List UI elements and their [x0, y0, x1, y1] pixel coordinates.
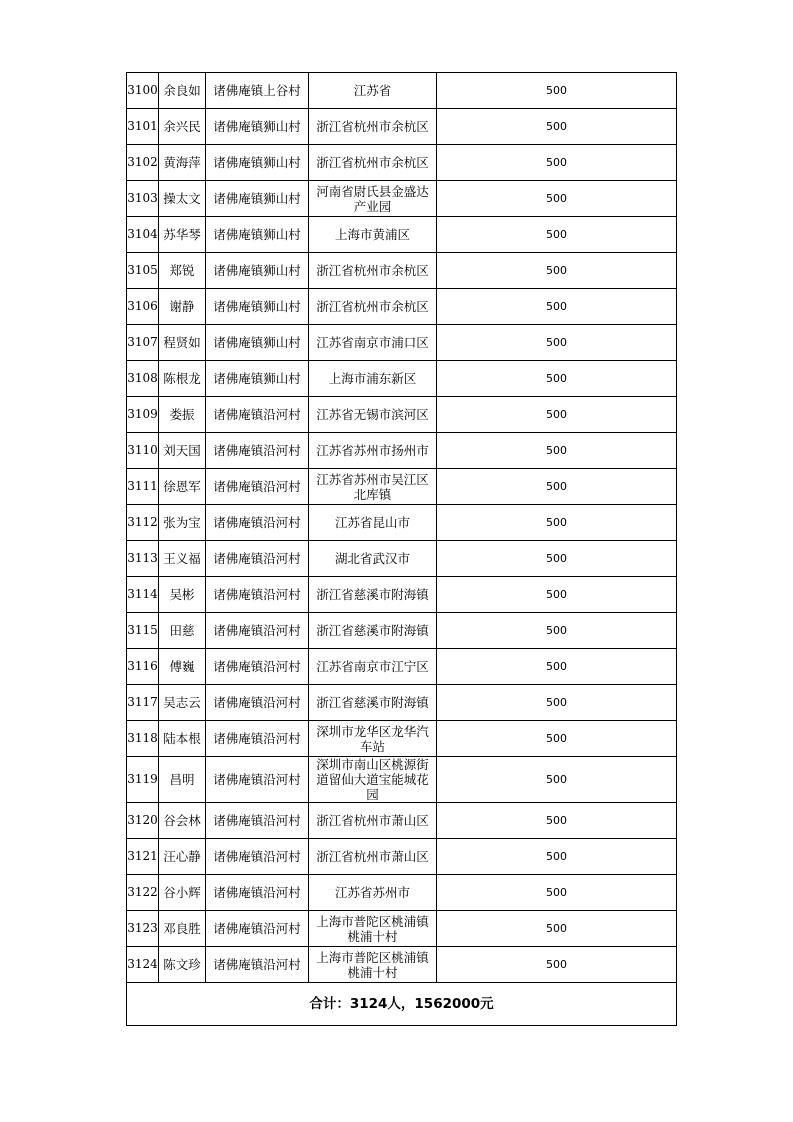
subsidy-amount: 500: [437, 577, 677, 613]
table-row: [127, 613, 677, 649]
person-name: 余兴民: [159, 109, 206, 145]
subsidy-amount: 500: [437, 469, 677, 505]
work-address: 浙江省杭州市萧山区: [309, 803, 437, 839]
work-address: 浙江省杭州市萧山区: [309, 839, 437, 875]
subsidy-amount: 500: [437, 109, 677, 145]
table-row: [127, 73, 677, 109]
village-name: 诸佛庵镇狮山村: [206, 325, 309, 361]
person-name: 傅巍: [159, 649, 206, 685]
village-name: 诸佛庵镇狮山村: [206, 217, 309, 253]
subsidy-table: [126, 72, 677, 1026]
village-name: 诸佛庵镇沿河村: [206, 757, 309, 803]
row-number: 3120: [127, 803, 159, 839]
table-row: [127, 875, 677, 911]
work-address: 江苏省昆山市: [309, 505, 437, 541]
row-number: 3102: [127, 145, 159, 181]
table-row: [127, 397, 677, 433]
person-name: 汪心静: [159, 839, 206, 875]
person-name: 张为宝: [159, 505, 206, 541]
village-name: 诸佛庵镇上谷村: [206, 73, 309, 109]
subsidy-amount: 500: [437, 433, 677, 469]
table-row: [127, 433, 677, 469]
village-name: 诸佛庵镇沿河村: [206, 649, 309, 685]
person-name: 谷会林: [159, 803, 206, 839]
person-name: 操太文: [159, 181, 206, 217]
row-number: 3100: [127, 73, 159, 109]
row-number: 3110: [127, 433, 159, 469]
table-row: [127, 217, 677, 253]
row-number: 3101: [127, 109, 159, 145]
village-name: 诸佛庵镇沿河村: [206, 433, 309, 469]
subsidy-amount: 500: [437, 397, 677, 433]
table-row: [127, 253, 677, 289]
village-name: 诸佛庵镇沿河村: [206, 469, 309, 505]
row-number: 3107: [127, 325, 159, 361]
row-number: 3116: [127, 649, 159, 685]
subsidy-amount: 500: [437, 649, 677, 685]
table-row: [127, 541, 677, 577]
work-address: 上海市普陀区桃浦镇桃浦十村: [309, 947, 437, 983]
row-number: 3124: [127, 947, 159, 983]
work-address: 江苏省苏州市: [309, 875, 437, 911]
work-address: 上海市黄浦区: [309, 217, 437, 253]
person-name: 娄振: [159, 397, 206, 433]
row-number: 3122: [127, 875, 159, 911]
table-row: [127, 685, 677, 721]
row-number: 3118: [127, 721, 159, 757]
subsidy-amount: 500: [437, 541, 677, 577]
person-name: 昌明: [159, 757, 206, 803]
row-number: 3112: [127, 505, 159, 541]
row-number: 3104: [127, 217, 159, 253]
row-number: 3123: [127, 911, 159, 947]
village-name: 诸佛庵镇狮山村: [206, 145, 309, 181]
work-address: 江苏省苏州市扬州市: [309, 433, 437, 469]
person-name: 谷小辉: [159, 875, 206, 911]
row-number: 3109: [127, 397, 159, 433]
person-name: 刘天国: [159, 433, 206, 469]
village-name: 诸佛庵镇沿河村: [206, 911, 309, 947]
row-number: 3115: [127, 613, 159, 649]
table-body: [127, 73, 677, 983]
village-name: 诸佛庵镇沿河村: [206, 875, 309, 911]
work-address: 浙江省慈溪市附海镇: [309, 577, 437, 613]
work-address: 江苏省南京市江宁区: [309, 649, 437, 685]
work-address: 浙江省杭州市余杭区: [309, 109, 437, 145]
work-address: 江苏省南京市浦口区: [309, 325, 437, 361]
village-name: 诸佛庵镇狮山村: [206, 361, 309, 397]
table-row: [127, 469, 677, 505]
subsidy-amount: 500: [437, 911, 677, 947]
table-row: [127, 325, 677, 361]
village-name: 诸佛庵镇狮山村: [206, 253, 309, 289]
village-name: 诸佛庵镇狮山村: [206, 109, 309, 145]
subsidy-amount: 500: [437, 325, 677, 361]
row-number: 3113: [127, 541, 159, 577]
subsidy-amount: 500: [437, 947, 677, 983]
work-address: 浙江省慈溪市附海镇: [309, 685, 437, 721]
village-name: 诸佛庵镇沿河村: [206, 577, 309, 613]
table-row: [127, 181, 677, 217]
row-number: 3103: [127, 181, 159, 217]
person-name: 田慈: [159, 613, 206, 649]
person-name: 余良如: [159, 73, 206, 109]
subsidy-amount: 500: [437, 839, 677, 875]
work-address: 江苏省: [309, 73, 437, 109]
subsidy-amount: 500: [437, 217, 677, 253]
person-name: 邓良胜: [159, 911, 206, 947]
table-row: [127, 577, 677, 613]
row-number: 3121: [127, 839, 159, 875]
subsidy-amount: 500: [437, 361, 677, 397]
table-row: [127, 109, 677, 145]
row-number: 3106: [127, 289, 159, 325]
person-name: 程贤如: [159, 325, 206, 361]
table-row: [127, 505, 677, 541]
person-name: 陆本根: [159, 721, 206, 757]
table-row: [127, 361, 677, 397]
row-number: 3111: [127, 469, 159, 505]
village-name: 诸佛庵镇沿河村: [206, 685, 309, 721]
person-name: 谢静: [159, 289, 206, 325]
work-address: 浙江省杭州市余杭区: [309, 289, 437, 325]
row-number: 3117: [127, 685, 159, 721]
table-row: [127, 839, 677, 875]
work-address: 江苏省无锡市滨河区: [309, 397, 437, 433]
village-name: 诸佛庵镇狮山村: [206, 181, 309, 217]
subsidy-amount: 500: [437, 289, 677, 325]
work-address: 浙江省慈溪市附海镇: [309, 613, 437, 649]
table-row: [127, 947, 677, 983]
person-name: 吴志云: [159, 685, 206, 721]
work-address: 河南省尉氏县金盛达产业园: [309, 181, 437, 217]
subsidy-amount: 500: [437, 875, 677, 911]
village-name: 诸佛庵镇沿河村: [206, 505, 309, 541]
table-row: [127, 145, 677, 181]
table-row: [127, 803, 677, 839]
subsidy-amount: 500: [437, 145, 677, 181]
village-name: 诸佛庵镇狮山村: [206, 289, 309, 325]
row-number: 3105: [127, 253, 159, 289]
village-name: 诸佛庵镇沿河村: [206, 839, 309, 875]
table-row: [127, 649, 677, 685]
row-number: 3108: [127, 361, 159, 397]
person-name: 吴彬: [159, 577, 206, 613]
table-row: [127, 911, 677, 947]
work-address: 深圳市龙华区龙华汽车站: [309, 721, 437, 757]
work-address: 江苏省苏州市吴江区北库镇: [309, 469, 437, 505]
village-name: 诸佛庵镇沿河村: [206, 721, 309, 757]
village-name: 诸佛庵镇沿河村: [206, 803, 309, 839]
subsidy-amount: 500: [437, 685, 677, 721]
village-name: 诸佛庵镇沿河村: [206, 397, 309, 433]
person-name: 陈文珍: [159, 947, 206, 983]
village-name: 诸佛庵镇沿河村: [206, 947, 309, 983]
subsidy-amount: 500: [437, 757, 677, 803]
work-address: 上海市普陀区桃浦镇桃浦十村: [309, 911, 437, 947]
table-row: [127, 289, 677, 325]
subsidy-amount: 500: [437, 721, 677, 757]
work-address: 深圳市南山区桃源街道留仙大道宝能城花园: [309, 757, 437, 803]
subsidy-amount: 500: [437, 803, 677, 839]
person-name: 黄海萍: [159, 145, 206, 181]
total-row: [127, 983, 677, 1026]
subsidy-amount: 500: [437, 73, 677, 109]
row-number: 3114: [127, 577, 159, 613]
subsidy-amount: 500: [437, 505, 677, 541]
work-address: 湖北省武汉市: [309, 541, 437, 577]
person-name: 陈根龙: [159, 361, 206, 397]
table-row: [127, 757, 677, 803]
work-address: 浙江省杭州市余杭区: [309, 253, 437, 289]
table-row: [127, 721, 677, 757]
person-name: 郑锐: [159, 253, 206, 289]
subsidy-amount: 500: [437, 181, 677, 217]
work-address: 浙江省杭州市余杭区: [309, 145, 437, 181]
subsidy-amount: 500: [437, 613, 677, 649]
person-name: 徐恩军: [159, 469, 206, 505]
village-name: 诸佛庵镇沿河村: [206, 541, 309, 577]
village-name: 诸佛庵镇沿河村: [206, 613, 309, 649]
person-name: 王义福: [159, 541, 206, 577]
person-name: 苏华琴: [159, 217, 206, 253]
row-number: 3119: [127, 757, 159, 803]
work-address: 上海市浦东新区: [309, 361, 437, 397]
total-summary: 合计：3124人，1562000元: [127, 983, 677, 1026]
subsidy-amount: 500: [437, 253, 677, 289]
